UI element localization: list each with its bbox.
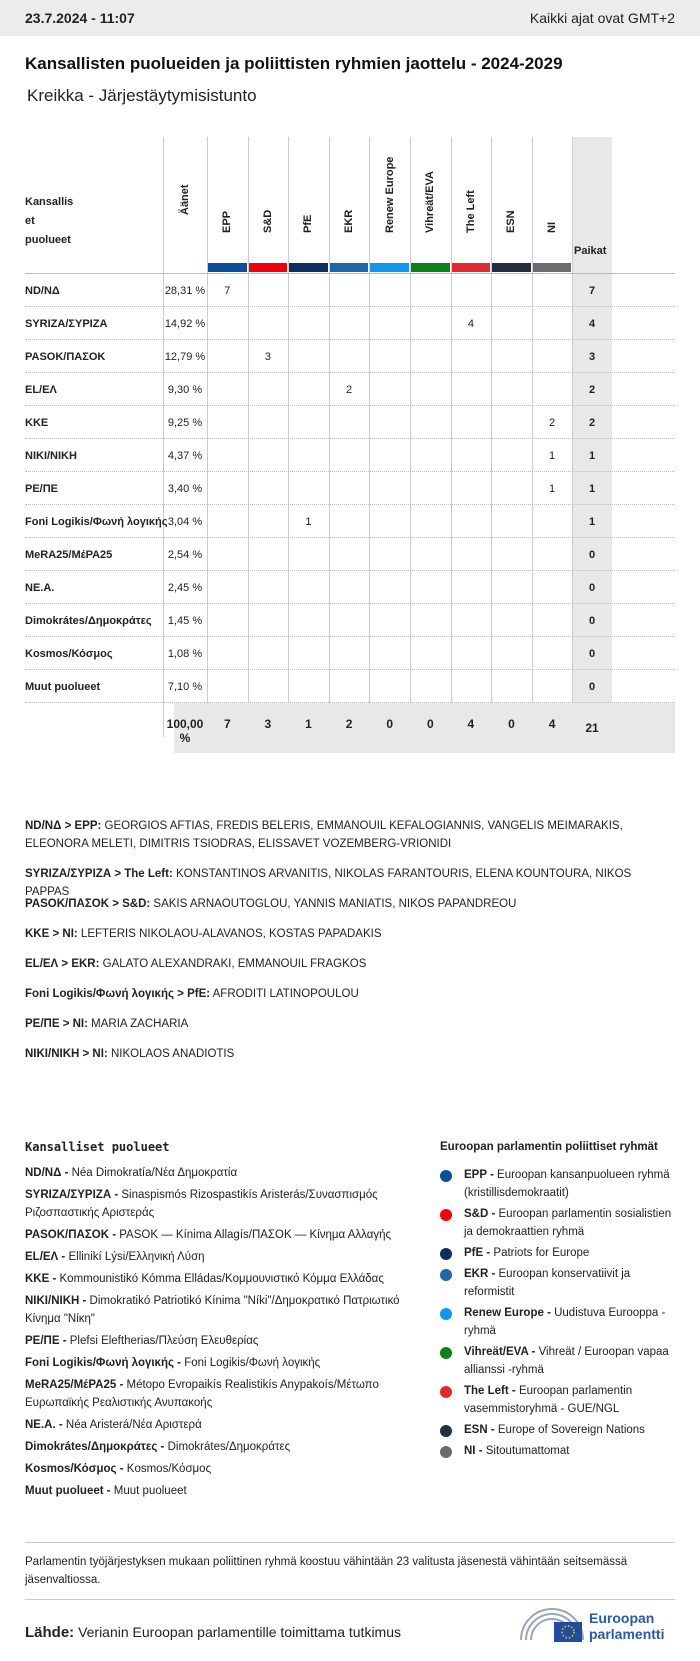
vote-share: 9,30 % [167,384,203,396]
party-legend-item [25,1292,405,1328]
vote-share: 9,25 % [167,417,203,429]
group-legend-item [440,1304,680,1340]
group-color-dot-icon [440,1269,452,1281]
mep-names: NIKOLAOS ANADIOTIS [110,1048,235,1060]
group-legend-key: S&D - [464,1208,496,1220]
party-legend-desc: Dimokrátes/Δημοκράτες [167,1441,291,1453]
group-header-label: PfE [302,214,315,233]
party-legend-item [25,1438,405,1456]
group-legend-item [440,1166,680,1202]
party-total-seats: 0 [588,681,596,693]
total-votes: 100,00 % [166,717,204,745]
party-legend-item [25,1482,405,1500]
group-color-dot-icon [440,1308,452,1320]
mep-party-group: EL/ΕΛ > EKR: [25,958,100,970]
vote-share: 12,79 % [164,351,206,363]
party-legend-key: PE/ΠΕ - [25,1335,67,1347]
group-header-label: S&D [261,209,274,233]
party-legend-key: Kosmos/Κόσμος - [25,1463,124,1475]
group-legend-item [440,1205,680,1241]
group-legend-key: NI - [464,1445,483,1457]
group-header-pfe [288,137,329,273]
vote-share: 4,37 % [167,450,203,462]
group-total-seats: 7 [223,717,231,731]
party-column-header: Kansallis et puolueet [25,196,74,246]
political-groups-legend [440,1138,680,1463]
party-legend-item [25,1354,405,1372]
group-color-bar [411,263,450,272]
group-legend-key: EKR - [464,1268,496,1280]
group-header-label: NI [546,222,559,233]
table-row [25,274,675,307]
group-header-label: ESN [505,210,518,233]
source-label: Lähde: [25,1624,75,1641]
party-legend-item [25,1376,405,1412]
party-name: PE/ΠΕ [25,483,59,495]
page-subtitle: Kreikka - Järjestäytymisistunto [27,86,257,105]
group-header-s-d [248,137,289,273]
source-line [25,1624,401,1641]
group-seat-count: 1 [305,516,312,528]
mep-entry [25,985,675,1003]
group-header-label: EPP [221,210,234,233]
ep-logo [517,1600,677,1644]
seats-column-header: Paikat [574,245,607,257]
mep-party-group: ND/ΝΔ > EPP: [25,820,102,832]
group-legend-desc: Euroopan parlamentin vasemmistoryhmä - GUE/NGL [464,1385,633,1415]
group-color-bar [533,263,572,272]
mep-entry [25,895,675,913]
group-total-seats: 0 [508,717,515,731]
group-total-seats: 0 [386,717,394,731]
group-seat-count: 7 [224,285,231,297]
mep-entry [25,1045,675,1063]
group-header-label: EKR [343,209,356,233]
group-color-dot-icon [440,1170,452,1182]
party-name: NE.A. [25,582,55,594]
vote-share: 3,04 % [167,516,203,528]
mep-party-group: NIKI/NIKH > NI: [25,1048,108,1060]
group-total-seats: 0 [426,717,434,731]
mep-names: GALATO ALEXANDRAKI, EMMANOUIL FRAGKOS [102,958,367,970]
group-legend-key: EPP - [464,1169,494,1181]
party-legend-desc: Plefsi Eleftherias/Πλεύση Ελευθερίας [69,1335,259,1347]
table-row [25,670,675,703]
party-legend-desc: Dimokratikó Patriotikó Kínima "Níki"/Δημοκρατικό Πατριωτικό Κίνημα "Νίκη" [25,1295,400,1325]
group-seat-count: 1 [549,483,556,495]
group-header-label: Renew Europe [383,156,396,233]
group-color-dot-icon [440,1425,452,1437]
party-legend-key: KKE - [25,1273,57,1285]
table-row [25,538,675,571]
party-legend-item [25,1248,405,1266]
table-row [25,373,675,406]
table-row [25,637,675,670]
party-legend-item [25,1270,405,1288]
group-legend-item [440,1421,680,1439]
datetime: 23.7.2024 - 11:07 [25,10,135,26]
group-total-seats: 3 [264,717,272,731]
party-legend-desc: Μétopo Evropaikís Realistikís Anypakoís/Μέτωπο Ευρωπαϊκής Ρεαλιστικής Ανυπακοής [25,1379,379,1409]
vote-share: 1,45 % [167,615,203,627]
group-legend-desc: Euroopan parlamentin sosialistien ja demokraattien ryhmä [464,1208,672,1238]
group-legend-item [440,1265,680,1301]
votes-header-label: Äänet [179,184,191,215]
party-legend-key: ND/ΝΔ - [25,1167,69,1179]
party-total-seats: 2 [588,384,596,396]
grand-total-seats: 21 [585,721,599,735]
party-legend-item [25,1186,405,1222]
party-legend-key: MeRA25/ΜέΡΑ25 - [25,1379,124,1391]
party-total-seats: 0 [588,615,596,627]
group-legend-desc: Europe of Sovereign Nations [497,1424,645,1436]
group-header-ni [532,137,573,273]
party-name: Muut puolueet [25,681,101,693]
party-name: PASOK/ΠΑΣΟΚ [25,351,106,363]
national-parties-title: Kansalliset puolueet [25,1140,170,1154]
group-seat-count: 2 [346,384,353,396]
mep-names: KONSTANTINOS ARVANITIS, NIKOLAS FARANTOURIS, ELENA KOUNTOURA, NIKOS PAPPAS [25,868,632,898]
group-header-ekr [329,137,370,273]
vote-share: 2,45 % [167,582,203,594]
group-total-seats: 4 [548,717,556,731]
party-legend-desc: Sinaspismós Rizospastikís Aristerás/Συνασπισμός Ριζοσπαστικής Αριστεράς [25,1189,378,1219]
table-row [25,406,675,439]
group-color-bar [249,263,288,272]
mep-names: GEORGIOS AFTIAS, FREDIS BELERIS, EMMANOUIL KEFALOGIANNIS, VANGELIS MEIMARAKIS, ELEONORA MELETI, DIMITRIS TSIODRAS, ELISSAVET VOZEMBERG-VRIONIDI [25,820,623,850]
party-total-seats: 0 [588,549,596,561]
party-legend-desc: Kommounistikó Kómma Elládas/Κομμουνιστικό Κόμμα Ελλάδας [59,1273,384,1285]
rules-note: Parlamentin työjärjestyksen mukaan poliittinen ryhmä koostuu vähintään 23 valitusta jäsenestä vähintään seitsemässä jäsenvaltiossa. [25,1542,675,1600]
party-total-seats: 3 [588,351,596,363]
party-legend-key: NIKI/NIKH - [25,1295,87,1307]
group-seat-count: 2 [549,417,556,429]
group-legend-key: Vihreät/EVA - [464,1346,536,1358]
vote-share: 7,10 % [167,681,203,693]
party-legend-key: Foni Logikis/Φωνή λογικής - [25,1357,181,1369]
group-total-seats: 4 [467,717,475,731]
party-name: ND/ΝΔ [25,285,60,297]
group-seat-count: 1 [549,450,556,462]
group-header-label: Vihreät/EVA [424,171,437,233]
party-legend-desc: Néa Dimokratía/Νέα Δημοκρατία [71,1167,238,1179]
party-total-seats: 1 [588,483,596,495]
party-legend-desc: Muut puolueet [113,1485,187,1497]
logo-line1: Euroopan [589,1610,655,1626]
table-row [25,505,675,538]
party-total-seats: 1 [588,516,596,528]
table-row [25,307,675,340]
table-row [25,604,675,637]
group-seat-count: 4 [467,318,474,330]
mep-entry [25,925,675,943]
party-name: SYRIZA/ΣΥΡΙΖΑ [25,318,108,330]
mep-entry [25,817,675,853]
party-legend-item [25,1460,405,1478]
party-name: Dimokrátes/Δημοκράτες [25,615,152,627]
group-legend-item [440,1442,680,1460]
source-text: Verianin Euroopan parlamentille toimittama tutkimus [78,1624,401,1640]
mep-party-group: PASOK/ΠΑΣΟΚ > S&D: [25,898,151,910]
group-legend-key: PfE - [464,1247,491,1259]
group-total-seats: 2 [345,717,353,731]
party-legend-desc: Néa Aristerá/Νέα Αριστερά [65,1419,202,1431]
group-color-dot-icon [440,1248,452,1260]
group-legend-desc: Vihreät / Euroopan vapaa allianssi -ryhmä [464,1346,669,1376]
party-total-seats: 0 [588,648,596,660]
vote-share: 14,92 % [164,318,206,330]
party-legend-key: EL/ΕΛ - [25,1251,66,1263]
national-parties-legend [25,1138,405,1504]
party-name: NIKI/NIKH [25,450,77,462]
party-name: KKE [25,417,49,429]
party-total-seats: 1 [588,450,596,462]
party-total-seats: 4 [588,318,596,330]
party-legend-item [25,1332,405,1350]
group-legend-desc: Patriots for Europe [493,1247,590,1259]
group-color-bar [330,263,369,272]
party-legend-desc: Foni Logikis/Φωνή λογικής [184,1357,321,1369]
group-header-esn [491,137,532,273]
group-color-bar [208,263,247,272]
vote-share: 1,08 % [167,648,203,660]
mep-party-group: SYRIZA/ΣΥΡΙΖΑ > The Left: [25,868,173,880]
group-header-epp [207,137,248,273]
group-legend-item [440,1343,680,1379]
party-legend-desc: PASOK — Kínima Allagís/ΠΑΣΟΚ — Κίνημα Αλλαγής [119,1229,392,1241]
group-color-bar [492,263,531,272]
group-header-label: The Left [464,190,477,233]
table-row [25,340,675,373]
party-name: Foni Logikis/Φωνή λογικής [25,516,168,528]
group-legend-key: The Left - [464,1385,516,1397]
group-legend-item [440,1382,680,1418]
table-row [25,472,675,505]
group-legend-desc: Sitoutumattomat [485,1445,570,1457]
political-groups-title: Euroopan parlamentin poliittiset ryhmät [440,1141,658,1153]
party-legend-key: Muut puolueet - [25,1485,111,1497]
vote-share: 2,54 % [167,549,203,561]
group-legend-key: ESN - [464,1424,495,1436]
party-legend-key: PASOK/ΠΑΣΟΚ - [25,1229,117,1241]
vote-share: 28,31 % [164,285,206,297]
group-legend-desc: Uudistuva Eurooppa -ryhmä [464,1307,666,1337]
party-legend-item [25,1416,405,1434]
group-legend-item [440,1244,680,1262]
votes-column-header [163,137,207,273]
party-name: MeRA25/ΜέΡΑ25 [25,549,113,561]
party-total-seats: 7 [588,285,596,297]
group-legend-desc: Euroopan kansanpuolueen ryhmä (kristillisdemokraatit) [464,1169,670,1199]
party-legend-key: SYRIZA/ΣΥΡΙΖΑ - [25,1189,119,1201]
party-legend-key: NE.A. - [25,1419,63,1431]
mep-names: AFRODITI LATINOPOULOU [212,988,359,1000]
mep-names: MARIA ZACHARIA [91,1018,189,1030]
mep-party-group: Foni Logikis/Φωνή λογικής > PfE: [25,988,211,1000]
mep-party-group: KKE > NI: [25,928,78,940]
logo-line2: parlamentti [589,1626,665,1642]
group-header-renew-europe [369,137,410,273]
vote-share: 3,40 % [167,483,203,495]
party-legend-item [25,1164,405,1182]
page-title: Kansallisten puolueiden ja poliittisten ryhmien jaottelu - 2024-2029 [25,54,563,73]
mep-names: LEFTERIS NIKOLAOU-ALAVANOS, KOSTAS PAPADAKIS [80,928,382,940]
group-color-bar [452,263,491,272]
group-legend-key: Renew Europe - [464,1307,551,1319]
group-total-seats: 1 [305,717,312,731]
group-seat-count: 3 [264,351,271,363]
mep-entry [25,1015,675,1033]
mep-names: SAKIS ARNAOUTOGLOU, YANNIS MANIATIS, NIKOS PAPANDREOU [153,898,517,910]
mep-party-group: PE/ΠΕ > NI: [25,1018,88,1030]
party-legend-item [25,1226,405,1244]
table-row [25,439,675,472]
mep-entry [25,955,675,973]
ep-emblem-icon [517,1600,587,1644]
top-bar [0,0,700,36]
table-row [25,571,675,604]
party-legend-desc: Ellinikí Lýsi/Ελληνική Λύση [68,1251,205,1263]
party-total-seats: 0 [588,582,596,594]
party-legend-desc: Kosmos/Κόσμος [126,1463,212,1475]
group-header-vihre-t-eva [410,137,451,273]
party-total-seats: 2 [588,417,596,429]
party-legend-key: Dimokrátes/Δημοκράτες - [25,1441,165,1453]
group-header-the-left [451,137,492,273]
group-color-dot-icon [440,1386,452,1398]
group-color-dot-icon [440,1446,452,1458]
group-legend-desc: Euroopan konservatiivit ja reformistit [464,1268,631,1298]
group-color-dot-icon [440,1347,452,1359]
group-color-bar [370,263,409,272]
group-color-dot-icon [440,1209,452,1221]
party-name: Kosmos/Κόσμος [25,648,113,660]
group-color-bar [289,263,328,272]
timezone-note: Kaikki ajat ovat GMT+2 [529,10,675,26]
party-name: EL/ΕΛ [25,384,57,396]
